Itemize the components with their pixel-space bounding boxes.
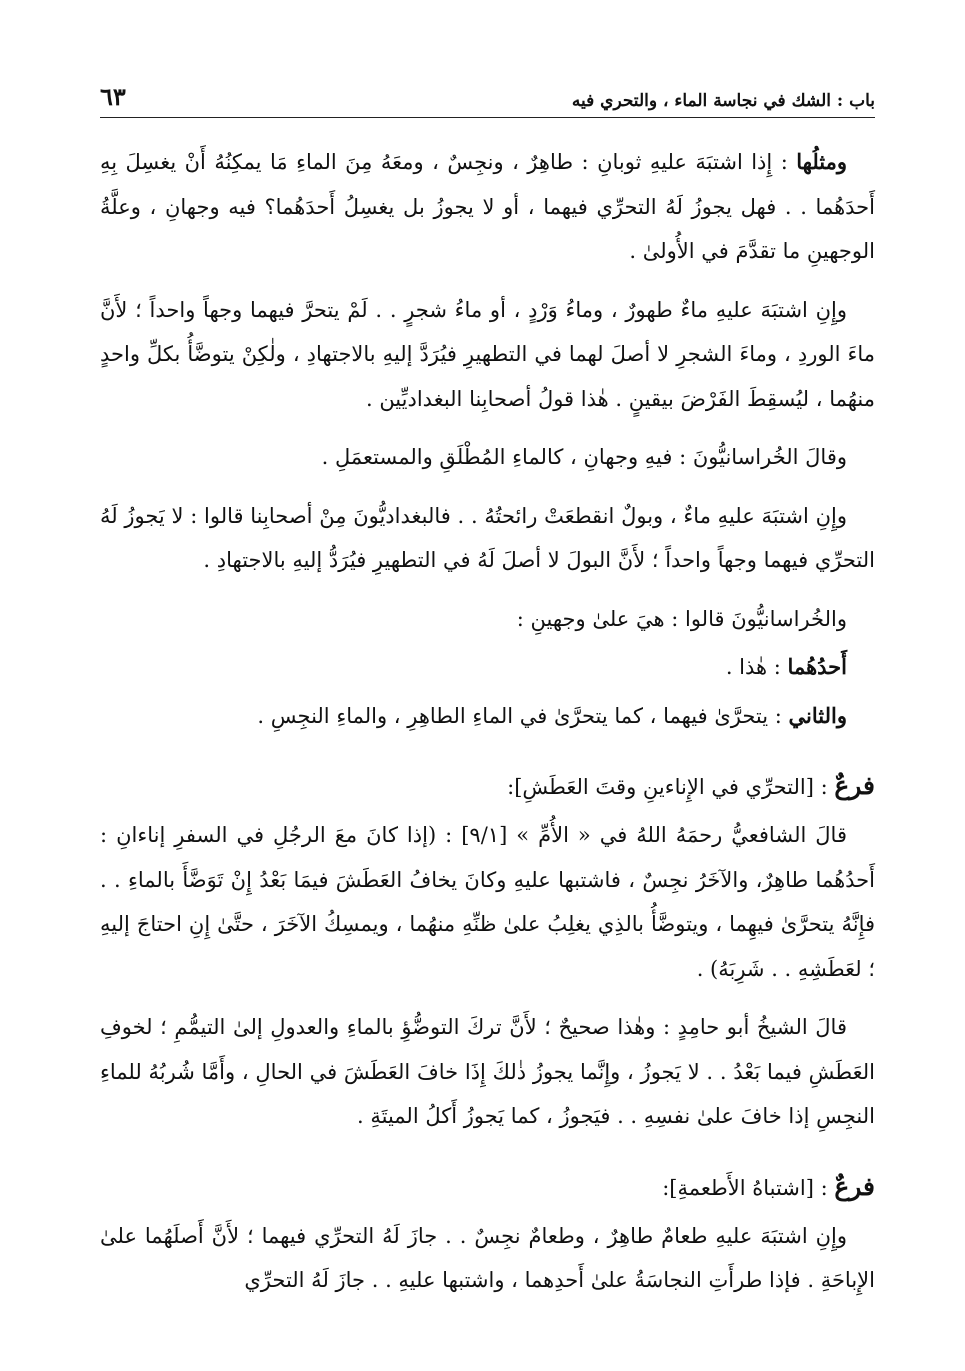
- page-number: ٦٣: [100, 82, 126, 111]
- paragraph-text: : هٰذا .: [725, 655, 788, 679]
- paragraph-text: قالَ الشيخُ أبو حامِدٍ : وهٰذا صحيحٌ ؛ لأَنَّ تركَ التوضُّؤِ بالماءِ والعدولِ إلىٰ التيمُّمِ ؛ لخوفِ العَطَشِ فيما بَعْدُ . . لا يَجوزُ ، وإِنَّما يجوزُ ذٰلكَ إِذَا خافَ العَطَشَ في الحالِ ، وأَمَّا شُربُهُ للماءِ النجِسِ إذا خافَ علىٰ نفسِهِ . . فيَجوزُ ، كما يَجوزُ أَكلُ الميتَةِ .: [100, 1015, 875, 1128]
- section-label: فرعٌ: [834, 771, 875, 800]
- paragraph: [100, 435, 875, 480]
- paragraph-text: : يتحرَّىٰ فيهما ، كما يتحرَّىٰ في الماءِ الطاهِرِ ، والماءِ النجِسِ .: [257, 703, 789, 728]
- paragraph: [100, 597, 875, 642]
- page-header: [100, 78, 875, 118]
- section-title: : [اشتباهُ الأَطعمةِ]:: [662, 1175, 835, 1200]
- paragraph: [100, 140, 875, 274]
- paragraph-text: والخُراسانيُّونَ قالوا : هيَ علىٰ وجهينِ :: [516, 606, 847, 631]
- paragraph: [100, 694, 875, 739]
- section-label: فرعٌ: [834, 1171, 875, 1201]
- paragraph-text: وقالَ الخُراسانيُّونَ : فيهِ وجهانِ ، كالماءِ المُطْلَقِ والمستعمَلِ .: [321, 445, 847, 469]
- page-body: [100, 140, 875, 1317]
- section-heading: [100, 764, 875, 809]
- section-title: : [التحرِّي في الإِناءينِ وقتَ العَطَشِ]:: [507, 775, 835, 799]
- paragraph: [100, 494, 875, 583]
- paragraph-text: : إِذا اشتبَهَ عليهِ ثوبانِ : طاهِرٌ ، ونجِسٌ ، ومعَهُ مِنَ الماءِ مَا يمكِنُهُ أَنْ يغسِلَ بِهِ أَحدَهُما . . فهل يجوزُ لَهُ التحرِّي فيهما ، أو لا يجوزُ بل يغسِلُ أَحدَهُما؟ فيه وجهانِ ، وعلَّةُ الوجهينِ ما تقدَّمَ في الأُولىٰ .: [100, 150, 875, 263]
- paragraph-text: وإِنِ اشتبَهَ عليهِ ماءٌ طهورٌ ، وماءُ وَرْدٍ ، أو ماءُ شجرٍ . . لَمْ يتحرَّ فيهما وجهاً واحداً ؛ لأَنَّ ماءَ الوردِ ، وماءَ الشجرِ لا أصلَ لهما في التطهيرِ فيُرَدَّ إليهِ بالاجتهادِ ، ولٰكِنْ يتوضَّأُ بكلِّ واحدٍ منهُما ، ليُسقِطَ الفَرْضَ بيقينٍ . هٰذا قولُ أصحابِنا البغداديِّين .: [100, 297, 875, 411]
- paragraph: [100, 645, 875, 690]
- paragraph-lead: ومثلُها: [796, 149, 847, 174]
- paragraph: [100, 1005, 875, 1139]
- paragraph: [100, 288, 875, 422]
- paragraph-text: قالَ الشافعيُّ رحمَهُ اللهُ في « الأُمِّ » [٩/١] : (إذا كانَ معَ الرجُلِ في السفرِ إناءانِ : أَحدُهُما طاهِرٌ، والآخَرُ نجِسٌ ، فاشتبها عليهِ وكانَ يخافُ العَطَشَ فيمَا بَعْدُ إِنْ تَوَضَّأَ بالماءِ . . فإِنَّهُ يتحرَّىٰ فيهِما ، ويتوضَّأُ بالذِي يغلِبُ علىٰ ظنِّهِ منهُما ، ويمسِكُ الآخَرَ ، حتَّىٰ إِنِ احتاجَ إليهِ ؛ لعَطَشِهِ . . شَرِبَهُ) .: [100, 823, 875, 981]
- paragraph: [100, 813, 875, 991]
- paragraph-text: وإِنِ اشتبَهَ عليهِ ماءٌ ، وبولٌ انقطعَتْ رائحتُهُ . . فالبغداديُّونَ مِنْ أصحابِنا قالوا : لا يَجوزُ لَهُ التحرِّي فيهما وجهاً واحداً ؛ لأَنَّ البولَ لا أصلَ لَهُ في التطهيرِ فيُرَدُّ إليهِ بالاجتهادِ .: [100, 503, 875, 572]
- section-heading: [100, 1165, 875, 1210]
- paragraph: [100, 1214, 875, 1303]
- paragraph-lead: والثاني: [788, 702, 847, 728]
- running-title: باب : الشك في نجاسة الماء ، والتحري فيه: [571, 91, 875, 111]
- paragraph-text: وإِنِ اشتبَهَ عليهِ طعامٌ طاهِرٌ ، وطعامٌ نجِسٌ . . جازَ لَهُ التحرِّي فيهما ؛ لأَنَّ أَصلَهُما علىٰ الإِباحَةِ . فإذا طرأَتِ النجاسَةُ علىٰ أَحدِهما ، واشتبها عليهِ . . جازَ لَهُ التحرِّي: [100, 1223, 875, 1292]
- paragraph-lead: أَحدُهُما: [787, 654, 847, 679]
